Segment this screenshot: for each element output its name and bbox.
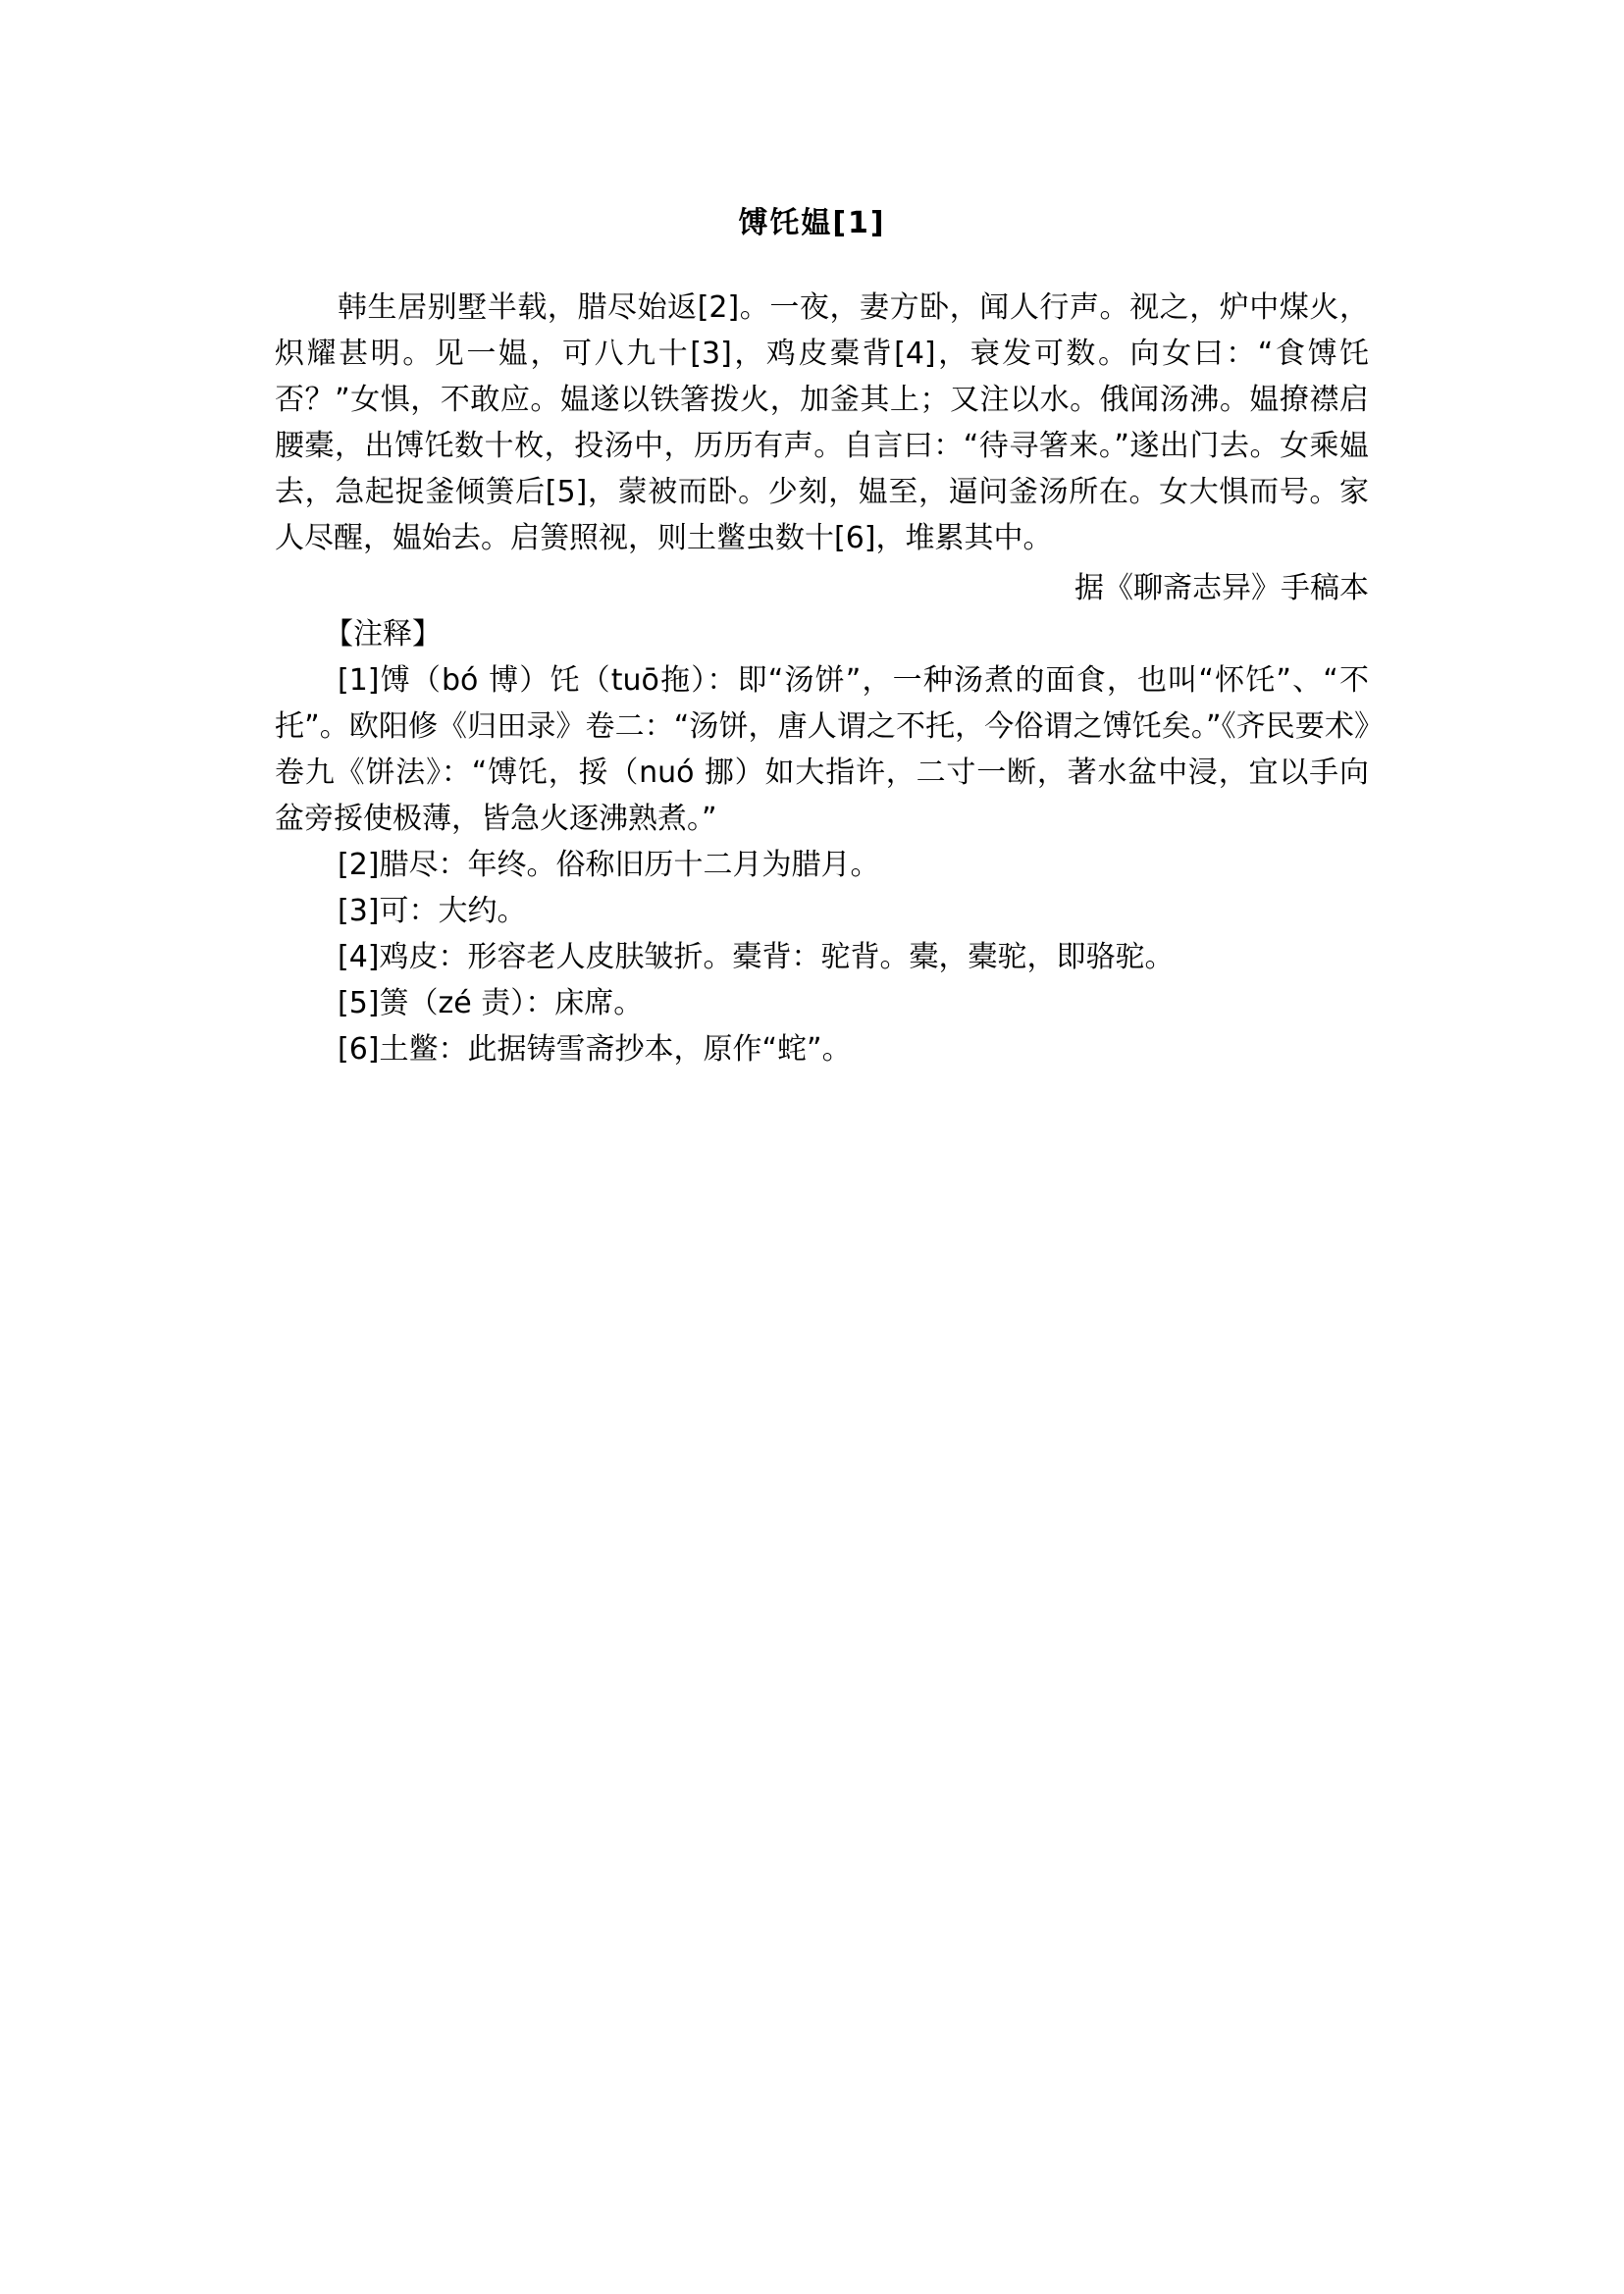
main-text-paragraph: 韩生居别墅半载，腊尽始返[2]。一夜，妻方卧，闻人行声。视之，炉中煤火，炽耀甚明。见一媪，可八九十[3]，鸡皮橐背[4]，衰发可数。向女曰：“食馎饦否？”女惧，不敢应。媪遂以铁箸拨火，加釜其上；又注以水。俄闻汤沸。媪撩襟启腰橐，出馎饦数十枚，投汤中，历历有声。自言曰：“待寻箸来。”遂出门去。女乘媪去，急起捉釜倾箦后[5]，蒙被而卧。少刻，媪至，逼问釜汤所在。女大惧而号。家人尽醒，媪始去。启箦照视，则土鳖虫数十[6]，堆累其中。 bbox=[275, 290, 1369, 555]
note-item-5: [5]箦（zé 责）：床席。 bbox=[338, 986, 644, 1020]
notes-heading: 【注释】 bbox=[324, 617, 442, 652]
source-attribution: 据《聊斋志异》手稿本 bbox=[1074, 571, 1369, 605]
document-body bbox=[275, 285, 1369, 1072]
note-item-6: [6]土鳖：此据铸雪斋抄本，原作“䖳”。 bbox=[338, 1032, 852, 1067]
note-item-3: [3]可：大约。 bbox=[338, 894, 527, 928]
note-item-2: [2]腊尽：年终。俗称旧历十二月为腊月。 bbox=[338, 848, 880, 882]
document-title: 馎饦媪[1] bbox=[738, 206, 886, 240]
note-item-1: [1]馎（bó 博）饦（tuō拖）：即“汤饼”，一种汤煮的面食，也叫“怀饦”、“不托”。欧阳修《归田录》卷二：“汤饼，唐人谓之不托，今俗谓之馎饦矣。”《齐民要术》卷九《饼法》：“馎饦，挼（nuó 挪）如大指许，二寸一断，著水盆中浸，宜以手向盆旁挼使极薄，皆急火逐沸熟煮。” bbox=[275, 663, 1369, 836]
note-item-4: [4]鸡皮：形容老人皮肤皱折。橐背：驼背。橐，橐驼，即骆驼。 bbox=[338, 940, 1175, 974]
